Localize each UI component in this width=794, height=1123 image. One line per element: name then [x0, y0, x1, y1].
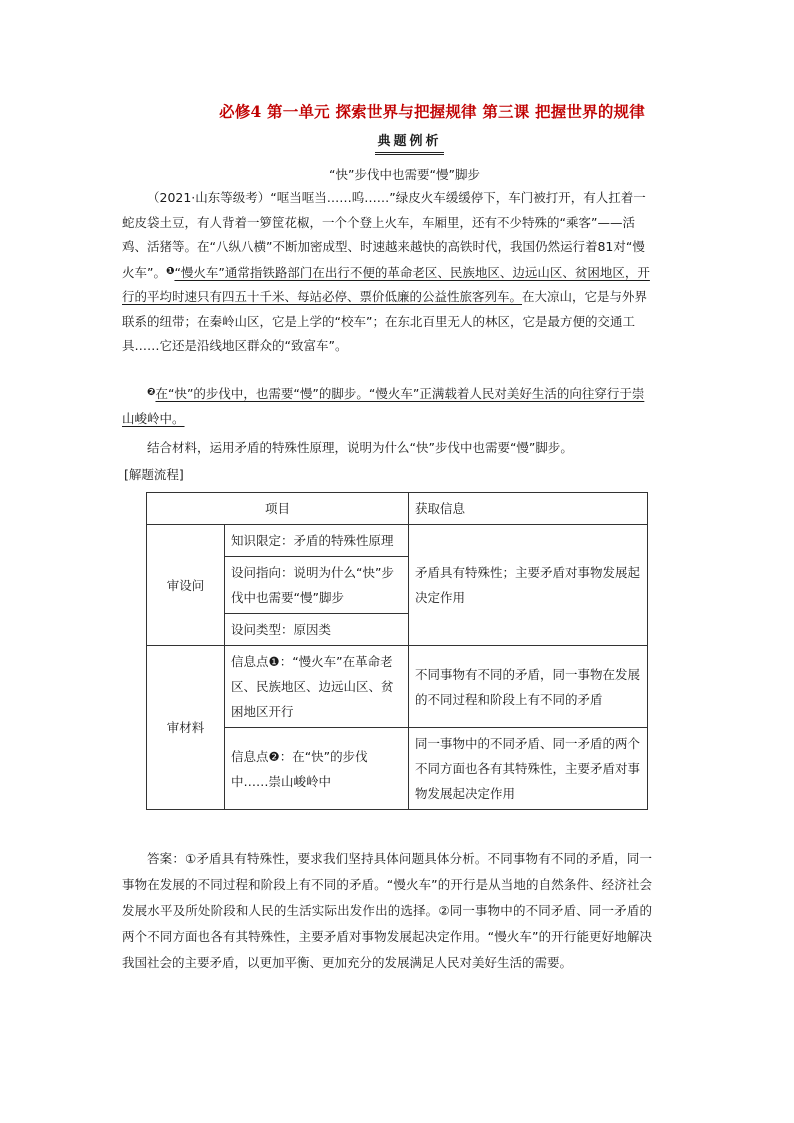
page-title: 必修4 第一单元 探索世界与把握规律 第三课 把握世界的规律: [219, 102, 645, 121]
info-point-2-result: 同一事物中的不同矛盾、同一矛盾的两个不同方面也各有其特殊性，主要矛盾对事物发展起决定作用: [409, 728, 648, 810]
material-underlined-2: 在“快”的步伐中，也需要“慢”的脚步。“慢火车”正满载着人民对美好生活的向往穿行于崇山峻岭中。: [122, 386, 645, 426]
info-marker-2: ❷: [147, 387, 156, 398]
material-intro: （2021·山东等级考）“哐当哐当……呜……”绿皮火车缓缓停下，车门被打开，有人扛着一蛇皮袋土豆，有人背着一箩筐花椒，一个个登上火车，车厢里，还有不少特殊的“乘客”——活鸡、活猪等。在“八纵八横”不断加密成型、时速越来越快的高铁时代，我国仍然运行着81对“慢火车”。: [122, 190, 646, 280]
process-label: [解题流程]: [124, 467, 184, 482]
info-marker-1: ❶: [165, 265, 175, 277]
question-type: 设问类型：原因类: [225, 614, 409, 646]
question-direction: 设问指向：说明为什么“快”步伐中也需要“慢”脚步: [225, 557, 409, 614]
material-paragraph-2: [122, 381, 652, 431]
group-question: 审设问: [147, 525, 225, 646]
solution-flow-table: [146, 492, 648, 810]
answer-paragraph: [122, 846, 652, 976]
info-point-2: 信息点❷：在“快”的步伐中……崇山峻岭中: [225, 728, 409, 810]
material-paragraph-1: [122, 186, 652, 359]
material-underlined-1: “慢火车”通常指铁路部门在出行不便的革命老区、民族地区、边远山区、贫困地区，开行的平均时速只有四五十千米、每站必停、票价低廉的公益性旅客列车。: [122, 264, 650, 304]
table-row: [147, 525, 648, 557]
answer-label: 答案：: [147, 851, 185, 866]
table-row: [147, 646, 648, 728]
info-point-1-result: 不同事物有不同的矛盾，同一事物在发展的不同过程和阶段上有不同的矛盾: [409, 646, 648, 728]
section-heading: [0, 130, 794, 155]
material-continued: 在大凉山，它是与外界联系的纽带；在秦岭山区，它是上学的“校车”；在东北百里无人的林区，它是最方便的交通工具……它还是沿线地区群众的“致富车”。: [122, 289, 648, 353]
header-info: 获取信息: [409, 493, 648, 525]
section-heading-text: 典题例析: [375, 130, 443, 155]
answer-text: ①矛盾具有特殊性，要求我们坚持具体问题具体分析。不同事物有不同的矛盾，同一事物在发展的不同过程和阶段上有不同的矛盾。“慢火车”的开行是从当地的自然条件、经济社会发展水平及所处阶段和人民的生活实际出发作出的选择。②同一事物中的不同矛盾、同一矛盾的两个不同方面也各有其特殊性，主要矛盾对事物发展起决定作用。“慢火车”的开行能更好地解决我国社会的主要矛盾，以更加平衡、更加充分的发展满足人民对美好生活的需要。: [122, 851, 652, 970]
article-title: “快”步伐中也需要“慢”脚步: [329, 167, 480, 182]
question-text: 结合材料，运用矛盾的特殊性原理，说明为什么“快”步伐中也需要“慢”脚步。: [147, 440, 573, 455]
info-point-1: 信息点❶：“慢火车”在革命老区、民族地区、边远山区、贫困地区开行: [225, 646, 409, 728]
table-header-row: [147, 493, 648, 525]
question-info: 矛盾具有特殊性；主要矛盾对事物发展起决定作用: [409, 525, 648, 646]
knowledge-limit: 知识限定：矛盾的特殊性原理: [225, 525, 409, 557]
group-material: 审材料: [147, 646, 225, 810]
header-item: 项目: [147, 493, 409, 525]
